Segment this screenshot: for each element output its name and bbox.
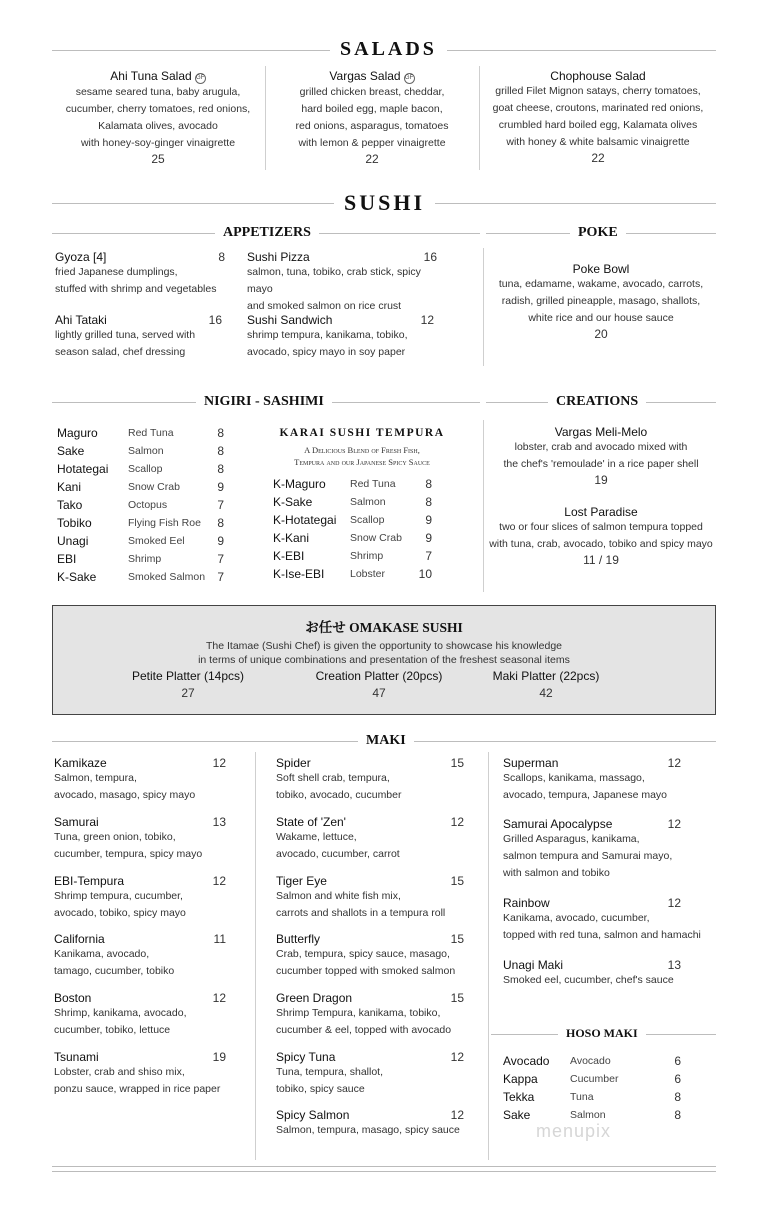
maki-price: 12 [450,1108,464,1122]
platter-price: 42 [539,686,553,700]
maki-item [54,932,226,980]
appetizer-desc-line: shrimp tempura, kanikama, tobiko, [247,329,408,341]
maki-divider-2 [488,752,489,1160]
creation-desc-line: lobster, crab and avocado mixed with [514,441,688,453]
maki-desc-line: cucumber & eel, topped with avocado [276,1024,452,1036]
nigiri-name: Hotategai [57,462,109,476]
poke-desc-line: white rice and our house sauce [528,312,674,324]
creation-lost-paradise [486,505,716,567]
appetizer-desc-line: salmon, tuna, tobiko, crab stick, spicy mayo [247,266,421,295]
karai-name: K-Ise-EBI [273,567,325,581]
karai-price: 7 [425,549,432,563]
karai-row [273,493,432,511]
salad-ahi-tuna [52,69,264,166]
nigiri-english: Salmon [128,445,164,457]
appetizer-price: 12 [420,313,434,327]
maki-price: 12 [212,874,226,888]
nigiri-name: Tobiko [57,516,92,530]
maki-item [54,874,226,922]
salad-desc-line: grilled Filet Mignon satays, cherry tomatoes, [495,85,701,97]
maki-item [503,958,681,989]
maki-desc-line: Tuna, tempura, shallot, [276,1066,383,1078]
appetizer-name: Sushi Sandwich [247,313,333,327]
maki-name: Rainbow [503,896,550,910]
salad-desc-line: crumbled hard boiled egg, Kalamata olives [498,119,698,131]
maki-item [503,896,703,944]
nigiri-row [57,478,224,496]
salad-desc-line: Kalamata olives, avocado [98,120,218,132]
karai-title: KARAI SUSHI TEMPURA [279,427,445,439]
maki-desc-line: Shrimp, kanikama, avocado, [54,1007,187,1019]
karai-row [273,547,432,565]
maki-item [54,991,226,1039]
maki-desc-line: Soft shell crab, tempura, [276,772,390,784]
maki-desc-line: avocado, masago, spicy mayo [54,789,196,801]
karai-row [273,565,432,583]
maki-name: Green Dragon [276,991,353,1005]
maki-name: Boston [54,991,92,1005]
maki-name: Butterfly [276,932,321,946]
maki-desc-line: Scallops, kanikama, massago, [503,772,645,784]
karai-row [273,529,432,547]
maki-desc-line: Tuna, green onion, tobiko, [54,831,176,843]
maki-item [503,756,681,804]
hoso-english: Avocado [570,1055,611,1067]
creation-price: 11 / 19 [583,553,619,567]
nigiri-name: Kani [57,480,82,494]
hoso-row [503,1070,681,1088]
maki-desc-line: tamago, cucumber, tobiko [54,965,175,977]
hoso-price: 8 [674,1090,681,1104]
maki-name: Spicy Salmon [276,1108,350,1122]
nigiri-row [57,550,224,568]
maki-desc-line: Salmon, tempura, [54,772,137,784]
maki-price: 12 [450,1050,464,1064]
karai-row [273,511,432,529]
maki-desc-line: with salmon and tobiko [503,867,610,879]
maki-desc-line: Crab, tempura, spicy sauce, masago, [276,948,450,960]
poke-price: 20 [594,327,608,341]
nigiri-row [57,424,224,442]
maki-item [276,874,464,922]
salad-vargas [266,69,478,166]
maki-price: 12 [667,817,681,831]
maki-name: Superman [503,756,559,770]
nigiri-name: Tako [57,498,83,512]
salad-price: 25 [151,152,165,166]
hoso-title: HOSO MAKI [558,1026,646,1041]
karai-english: Shrimp [350,550,384,562]
maki-desc-line: Lobster, crab and shiso mix, [54,1066,185,1078]
platter-price: 27 [181,686,195,700]
maki-price: 15 [450,756,464,770]
maki-desc-line: Smoked eel, cucumber, chef's sauce [503,974,674,986]
maki-desc-line: Grilled Asparagus, kanikama, [503,833,640,845]
appetizer-sushi-sandwich [247,313,434,361]
salad-desc-line: sesame seared tuna, baby arugula, [75,86,241,98]
gluten-free-icon: GF [195,73,206,84]
nigiri-name: Maguro [57,426,98,440]
salads-title: SALADS [330,38,447,61]
hoso-row [503,1088,681,1106]
hoso-price: 6 [674,1054,681,1068]
maki-divider-1 [255,752,256,1160]
maki-desc-line: ponzu sauce, wrapped in rice paper [54,1083,221,1095]
maki-price: 13 [667,958,681,972]
karai-name: K-Maguro [273,477,326,491]
maki-name: Samurai Apocalypse [503,817,613,831]
appetizer-sushi-pizza [247,250,437,315]
maki-price: 15 [450,932,464,946]
hoso-english: Tuna [570,1091,594,1103]
nigiri-name: K-Sake [57,570,97,584]
nigiri-row [57,532,224,550]
creation-name: Lost Paradise [564,505,638,519]
maki-desc-line: Salmon, tempura, masago, spicy sauce [276,1124,460,1136]
maki-price: 12 [212,991,226,1005]
karai-name: K-Sake [273,495,313,509]
maki-name: Kamikaze [54,756,107,770]
appetizer-ahi-tataki [55,313,222,361]
salad-chophouse [480,69,716,165]
salad-price: 22 [365,152,379,166]
maki-name: EBI-Tempura [54,874,125,888]
nigiri-price: 7 [217,570,224,584]
karai-price: 8 [425,477,432,491]
karai-name: K-Kani [273,531,310,545]
hoso-price: 8 [674,1108,681,1122]
nigiri-english: Scallop [128,463,163,475]
maki-item [54,756,226,804]
poke-bowl [486,262,716,341]
maki-item [276,1108,464,1139]
appetizer-desc-line: lightly grilled tuna, served with [55,329,196,341]
sushi-title: SUSHI [334,190,435,216]
maki-item [54,815,226,863]
maki-desc-line: Salmon and white fish mix, [276,890,401,902]
maki-price: 13 [212,815,226,829]
nigiri-row [57,496,224,514]
hoso-english: Salmon [570,1109,606,1121]
maki-name: Tiger Eye [276,874,327,888]
nigiri-title: NIGIRI - SASHIMI [196,394,332,410]
karai-price: 9 [425,531,432,545]
appetizer-desc-line: stuffed with shrimp and vegetables [55,283,217,295]
maki-desc-line: cucumber, tobiko, lettuce [54,1024,171,1036]
nigiri-name: EBI [57,552,77,566]
nigiri-english: Octopus [128,499,168,511]
maki-name: State of 'Zen' [276,815,346,829]
karai-name: K-Hotategai [273,513,337,527]
maki-item [54,1050,226,1098]
salad-desc-line: goat cheese, croutons, marinated red onions, [492,102,704,114]
watermark-logo: menupix [536,1121,612,1141]
nigiri-english: Red Tuna [128,427,174,439]
karai-subtitle-line: A Delicious Blend of Fresh Fish, [304,445,420,455]
karai-subtitle-line: Tempura and our Japanese Spicy Sauce [294,457,430,467]
appetizer-desc-line: avocado, spicy mayo in soy paper [247,346,406,358]
nigiri-price: 7 [217,552,224,566]
creation-desc-line: the chef's 'remoulade' in a rice paper shell [503,458,699,470]
maki-desc-line: Wakame, lettuce, [276,831,357,843]
salad-name: Chophouse Salad [550,69,646,83]
nigiri-english: Flying Fish Roe [128,517,201,529]
nigiri-row [57,568,224,586]
salad-desc-line: hard boiled egg, maple bacon, [301,103,443,115]
maki-desc-line: cucumber topped with smoked salmon [276,965,456,977]
maki-desc-line: tobiko, avocado, cucumber [276,789,402,801]
creations-divider [483,420,484,592]
karai-english: Red Tuna [350,478,396,490]
maki-price: 19 [212,1050,226,1064]
maki-item [276,932,464,980]
nigiri-english: Shrimp [128,553,162,565]
hoso-name: Tekka [503,1090,535,1104]
hoso-name: Avocado [503,1054,550,1068]
appetizer-name: Ahi Tataki [55,313,107,327]
nigiri-name: Sake [57,444,85,458]
hoso-name: Kappa [503,1072,538,1086]
creation-desc-line: with tuna, crab, avocado, tobiko and spicy mayo [489,538,713,550]
nigiri-english: Snow Crab [128,481,180,493]
nigiri-row [57,514,224,532]
nigiri-price: 9 [217,480,224,494]
salad-desc-line: red onions, asparagus, tomatoes [295,120,449,132]
maki-price: 12 [450,815,464,829]
nigiri-row [57,460,224,478]
salad-desc-line: with lemon & pepper vinaigrette [298,137,446,149]
maki-desc-line: avocado, tempura, Japanese mayo [503,789,668,801]
maki-price: 12 [212,756,226,770]
salad-desc-line: with honey-soy-ginger vinaigrette [80,137,236,149]
maki-desc-line: Shrimp tempura, cucumber, [54,890,183,902]
omakase-platter-petite [113,669,263,700]
maki-price: 11 [213,932,226,946]
appetizer-desc-line: season salad, chef dressing [55,346,186,358]
appetizer-count: [4] [93,250,107,264]
bottom-rule [52,1166,716,1172]
maki-desc-line: salmon tempura and Samurai mayo, [503,850,673,862]
creation-desc-line: two or four slices of salmon tempura topped [499,521,703,533]
maki-price: 15 [450,991,464,1005]
creations-title: CREATIONS [548,394,646,410]
nigiri-english: Smoked Eel [128,535,185,547]
poke-desc-line: tuna, edamame, wakame, avocado, carrots, [498,278,704,290]
salad-price: 22 [591,151,605,165]
nigiri-price: 8 [217,426,224,440]
appetizer-name: Gyoza [55,250,90,264]
maki-desc-line: Shrimp Tempura, kanikama, tobiko, [276,1007,441,1019]
maki-item [276,756,464,804]
omakase-platter-creation [299,669,459,700]
omakase-box [52,605,716,715]
hoso-english: Cucumber [570,1073,619,1085]
karai-row [273,475,432,493]
gluten-free-icon: GF [404,73,415,84]
poke-desc-line: radish, grilled pineapple, masago, shallots, [501,295,701,307]
maki-price: 12 [667,756,681,770]
maki-name: Samurai [54,815,99,829]
omakase-desc-line: in terms of unique combinations and presentation of the freshest seasonal items [198,654,570,666]
maki-desc-line: avocado, cucumber, carrot [276,848,400,860]
maki-item [503,817,681,882]
maki-name: Tsunami [54,1050,99,1064]
appetizer-price: 8 [218,250,225,264]
maki-name: Spicy Tuna [276,1050,336,1064]
maki-desc-line: Kanikama, avocado, [54,948,150,960]
karai-english: Salmon [350,496,386,508]
karai-english: Lobster [350,568,386,580]
maki-name: California [54,932,105,946]
platter-price: 47 [372,686,386,700]
karai-price: 9 [425,513,432,527]
poke-title: POKE [570,225,626,241]
maki-item [276,991,464,1039]
nigiri-name: Unagi [57,534,89,548]
maki-name: Unagi Maki [503,958,564,972]
appetizer-desc-line: and smoked salmon on rice crust [247,300,402,312]
appetizer-price: 16 [423,250,437,264]
omakase-title: お任せ OMAKASE SUSHI [305,620,463,635]
nigiri-price: 7 [217,498,224,512]
appetizer-gyoza [55,250,225,298]
salad-desc-line: with honey & white balsamic vinaigrette [506,136,690,148]
karai-price: 8 [425,495,432,509]
maki-name: Spider [276,756,311,770]
salad-name: Vargas Salad [329,69,401,83]
omakase-desc-line: The Itamae (Sushi Chef) is given the opportunity to showcase his knowledge [205,640,563,652]
maki-desc-line: carrots and shallots in a tempura roll [276,907,446,919]
poke-name: Poke Bowl [572,262,630,276]
maki-desc-line: Kanikama, avocado, cucumber, [503,912,650,924]
nigiri-price: 8 [217,444,224,458]
poke-divider [483,248,484,366]
appetizer-name: Sushi Pizza [247,250,310,264]
hoso-price: 6 [674,1072,681,1086]
maki-item [276,815,464,863]
hoso-name: Sake [503,1108,531,1122]
maki-desc-line: avocado, tobiko, spicy mayo [54,907,186,919]
maki-item [276,1050,464,1098]
karai-price: 10 [418,567,432,581]
nigiri-price: 8 [217,462,224,476]
maki-price: 15 [450,874,464,888]
maki-price: 12 [667,896,681,910]
appetizer-price: 16 [208,313,222,327]
platter-name: Creation Platter (20pcs) [315,669,443,683]
karai-english: Snow Crab [350,532,402,544]
maki-title: MAKI [358,733,414,749]
appetizers-title: APPETIZERS [215,225,319,241]
platter-name: Maki Platter (22pcs) [492,669,600,683]
appetizer-desc-line: fried Japanese dumplings, [55,266,178,278]
platter-name: Petite Platter (14pcs) [131,669,245,683]
omakase-platter-maki [471,669,621,700]
maki-desc-line: cucumber, tempura, spicy mayo [54,848,203,860]
creation-name: Vargas Meli-Melo [554,425,648,439]
salad-name: Ahi Tuna Salad [110,69,192,83]
nigiri-price: 9 [217,534,224,548]
creation-vargas-meli-melo [486,425,716,487]
hoso-row [503,1052,681,1070]
maki-desc-line: tobiko, spicy sauce [276,1083,365,1095]
nigiri-price: 8 [217,516,224,530]
karai-name: K-EBI [273,549,305,563]
karai-english: Scallop [350,514,385,526]
maki-desc-line: topped with red tuna, salmon and hamachi [503,929,701,941]
nigiri-english: Smoked Salmon [128,571,206,583]
creation-price: 19 [594,473,608,487]
nigiri-row [57,442,224,460]
salad-desc-line: grilled chicken breast, cheddar, [299,86,445,98]
salad-desc-line: cucumber, cherry tomatoes, red onions, [65,103,251,115]
